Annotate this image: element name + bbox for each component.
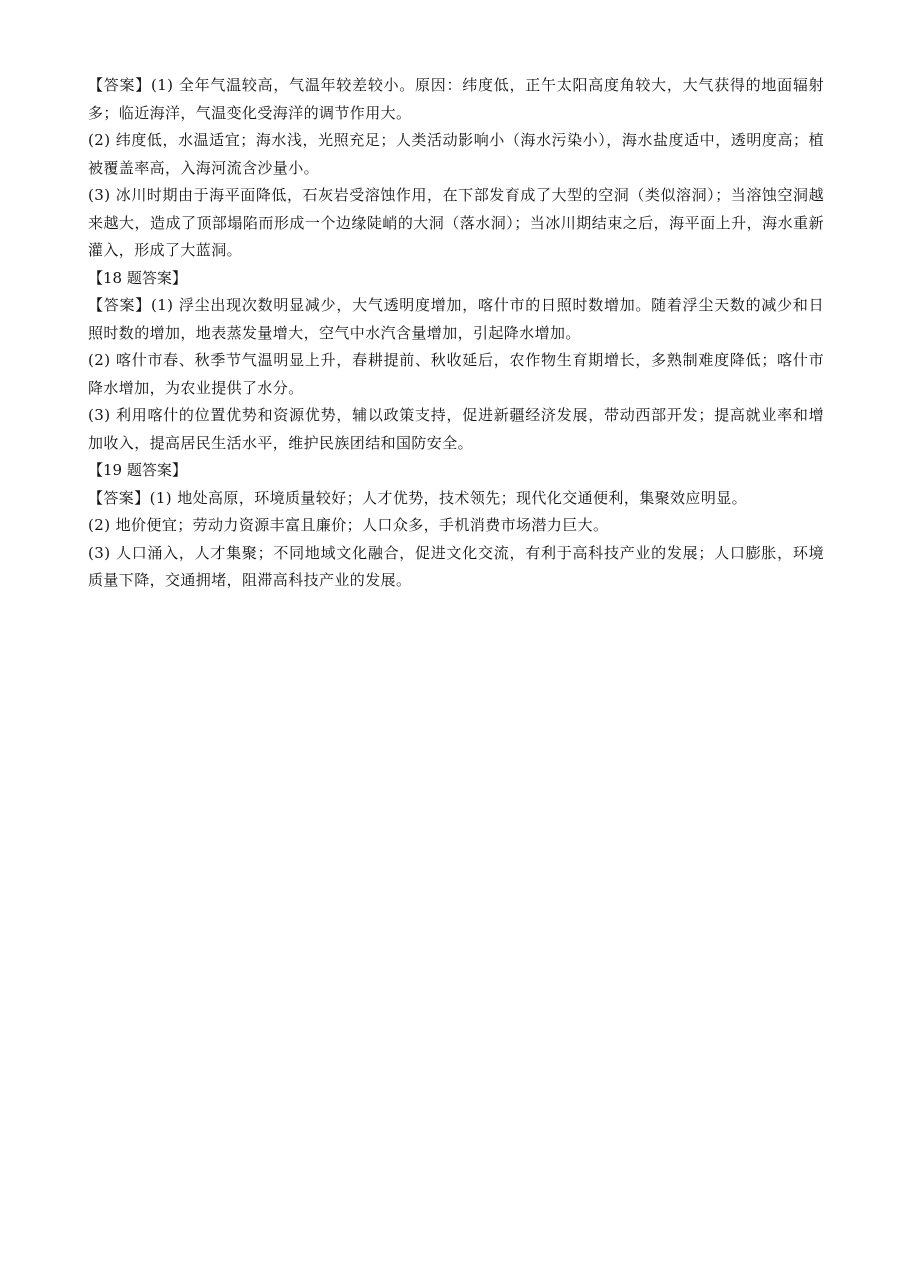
q17-answer-part1: 【答案】(1) 全年气温较高，气温年较差较小。原因：纬度低，正午太阳高度角较大，大气获得的地面辐射多；临近海洋，气温变化受海洋的调节作用大。 [88,76,824,122]
q18-answer-part1: 【答案】(1) 浮尘出现次数明显减少，大气透明度增加，喀什市的日照时数增加。随着浮尘天数的减少和日照时数的增加，地表蒸发量增大，空气中水汽含量增加，引起降水增加。 [88,296,824,342]
q19-answer-part3: (3) 人口涌入，人才集聚；不同地域文化融合，促进文化交流，有利于高科技产业的发展；人口膨胀，环境质量下降，交通拥堵，阻滞高科技产业的发展。 [88,543,824,589]
q17-answer-part3: (3) 冰川时期由于海平面降低，石灰岩受溶蚀作用，在下部发育成了大型的空洞（类似溶洞）；当溶蚀空洞越来越大，造成了顶部塌陷而形成一个边缘陡峭的大洞（落水洞）；当冰川期结束之后，海平面上升，海水重新灌入，形成了大蓝洞。 [88,186,824,259]
q17-answer-part2: (2) 纬度低，水温适宜；海水浅，光照充足；人类活动影响小（海水污染小），海水盐度适中，透明度高；植被覆盖率高，入海河流含沙量小。 [88,131,824,177]
q18-heading: 【18 题答案】 [88,268,187,287]
q19-heading: 【19 题答案】 [88,461,187,479]
q19-answer-part2: (2) 地价便宜；劳动力资源丰富且廉价；人口众多，手机消费市场潜力巨大。 [88,516,609,534]
q19-answer-part1: 【答案】(1) 地处高原，环境质量较好；人才优势，技术领先；现代化交通便利，集聚效应明显。 [88,488,748,507]
q18-answer-part3: (3) 利用喀什的位置优势和资源优势，辅以政策支持，促进新疆经济发展，带动西部开发；提高就业率和增加收入，提高居民生活水平，维护民族团结和国防安全。 [88,406,824,452]
document-page [88,72,824,595]
q18-answer-part2: (2) 喀什市春、秋季节气温明显上升，春耕提前、秋收延后，农作物生育期增长，多熟制难度降低；喀什市降水增加，为农业提供了水分。 [88,351,824,397]
